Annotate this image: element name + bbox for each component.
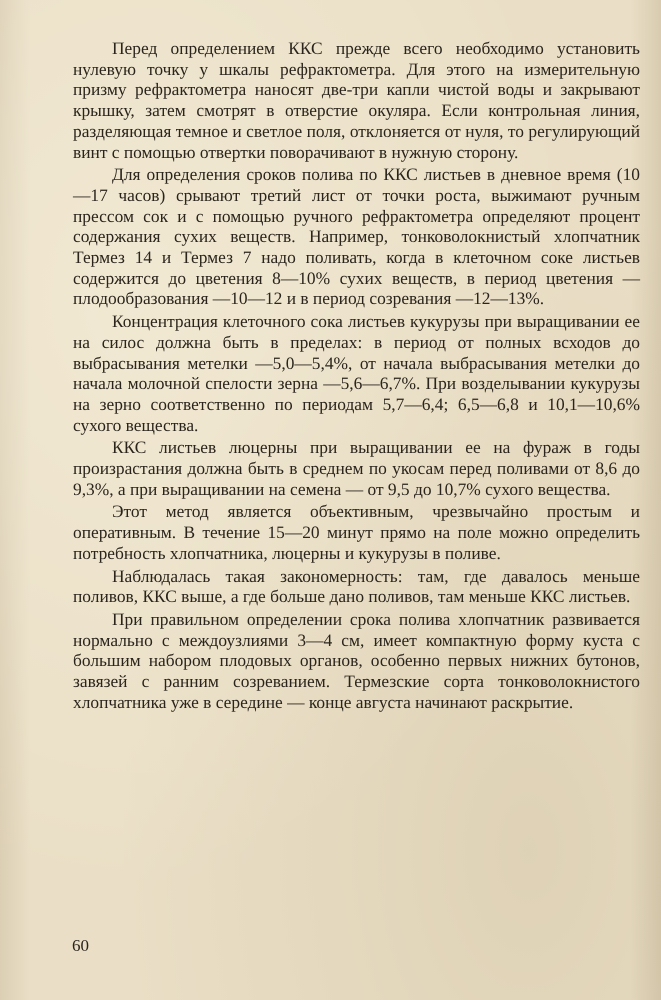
page-number: 60 (72, 936, 89, 955)
paragraph-pattern: Наблюдалась такая закономерность: там, где давалось меньше поливов, ККС выше, а где больше дано поливов, там меньше ККС листьев. (73, 565, 640, 607)
paragraph-method: Этот метод является объективным, чрезвычайно простым и оперативным. В течение 15—20 минут прямо на поле можно определить потребность хлопчатника, люцерны и кукурузы в поливе. (73, 501, 640, 563)
paragraph-watering-timing: Для определения сроков полива по ККС листьев в дневное время (10—17 часов) срывают третий лист от точки роста, выжимают ручным прессом сок и с помощью ручного рефрактометра определяют процент содержания сухих веществ. Например, тонковолокнистый хлопчатник Термез 14 и Термез 7 надо поливать, когда в клеточном соке листьев содержится до цветения 8—10% сухих веществ, в период цветения — плодообразования —10—12 и в период созревания —12—13%. (73, 164, 640, 309)
paragraph-corn-concentration: Концентрация клеточного сока листьев кукурузы при выращивании ее на силос должна быть в пределах: в период от полных всходов до выбрасывания метелки —5,0—5,4%, от начала выбрасывания метелки до начала молочной спелости зерна —5,6—6,7%. При возделывании кукурузы на зерно соответственно по периодам 5,7—6,4; 6,5—6,8 и 10,1—10,6% сухого вещества. (73, 311, 640, 435)
paragraph-alfalfa: ККС листьев люцерны при выращивании ее на фураж в годы произрастания должна быть в среднем по укосам перед поливами от 8,6 до 9,3%, а при выращивании на семена — от 9,5 до 10,7% сухого вещества. (73, 437, 640, 499)
paragraph-cotton-development: При правильном определении срока полива хлопчатник развивается нормально с междоузлиями 3—4 см, имеет компактную форму куста с большим набором плодовых органов, особенно первых нижних бутонов, завязей с ранним созреванием. Термезские сорта тонковолокнистого хлопчатника уже в середине — конце августа начинают раскрытие. (73, 608, 640, 712)
paragraph-zero-point: Перед определением ККС прежде всего необходимо установить нулевую точку у шкалы рефрактометра. Для этого на измерительную призму рефрактометра наносят две-три капли чистой воды и закрывают крышку, затем смотрят в отверстие окуляра. Если контрольная линия, разделяющая темное и светлое поля, отклоняется от нуля, то регулирующий винт с помощью отвертки поворачивают в нужную сторону. (73, 38, 640, 162)
body-text (73, 38, 640, 715)
